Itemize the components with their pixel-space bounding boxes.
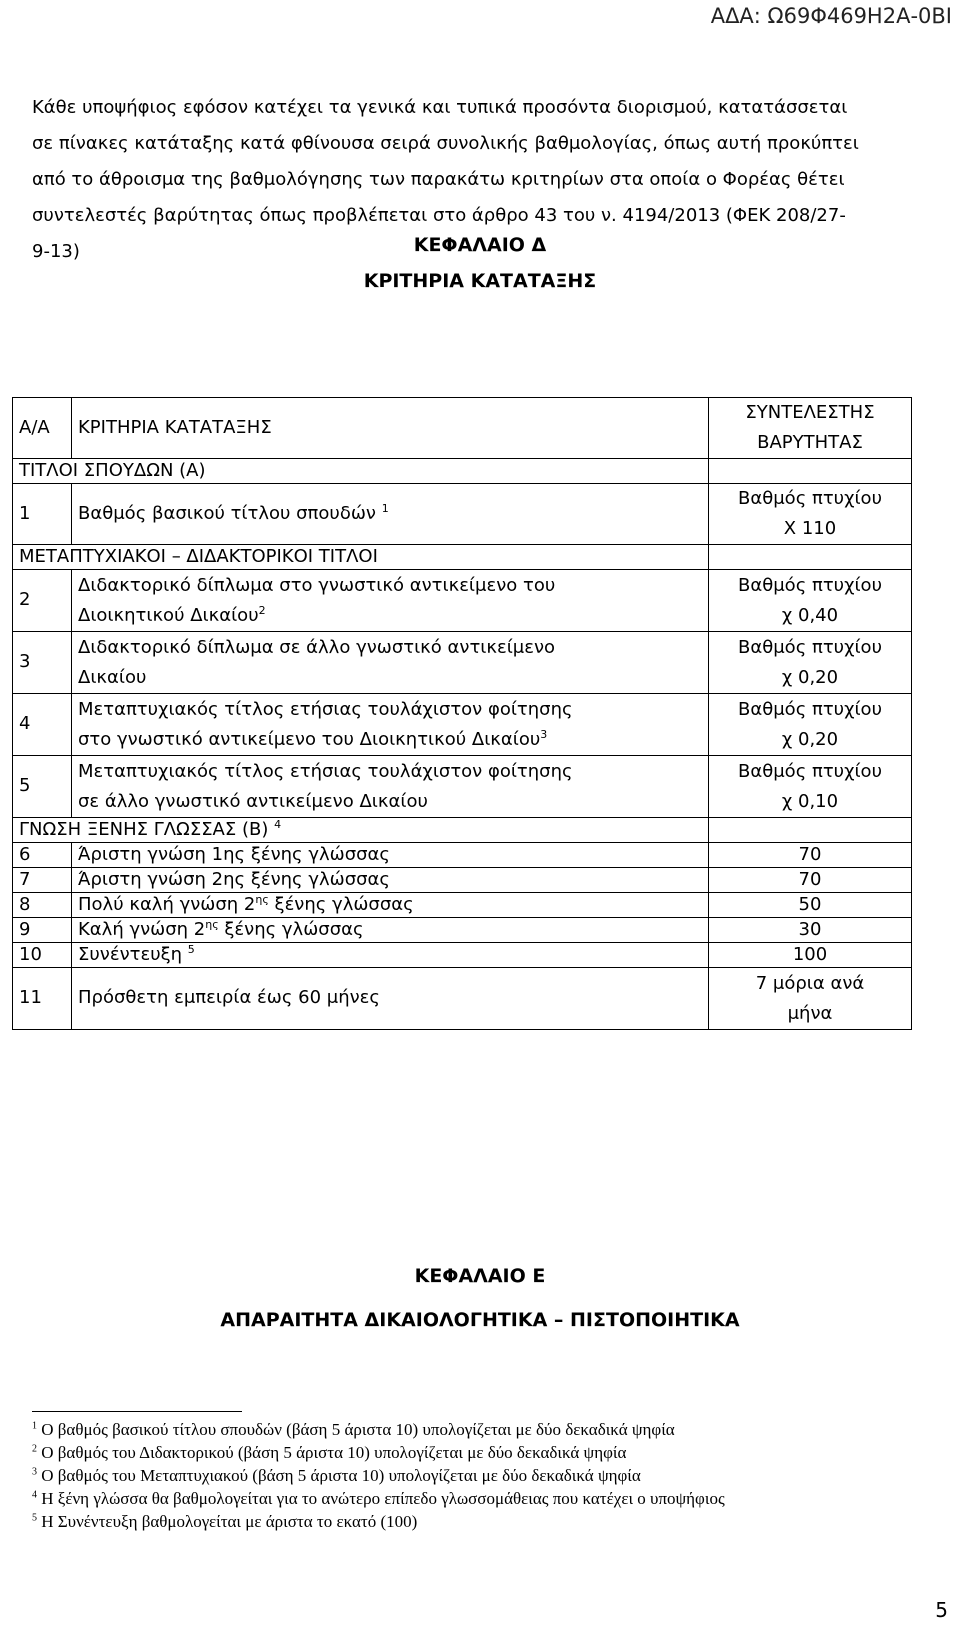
footnote: $^2$ Ο βαθμός του Διδακτορικού (βάση 5 άριστα 10) υπολογίζεται με δύο δεκαδικά ψηφία — [32, 1443, 627, 1462]
chapter-d-subtitle: ΚΡΙΤΗΡΙΑ ΚΑΤΑΤΑΞΗΣ — [363, 270, 597, 292]
row-num: 3 — [13, 632, 72, 694]
row-criterion: Βαθμός βασικού τίτλου σπουδών $^1$ — [72, 484, 709, 545]
intro-line: από το άθροισμα της βαθμολόγησης των παρακάτω κριτηρίων στα οποία ο Φορέας θέτει — [32, 169, 845, 190]
row-num: 6 — [13, 843, 72, 868]
section-row-b — [13, 545, 912, 570]
row-weight: Βαθμός πτυχίου χ 0,20 — [709, 632, 912, 694]
row-criterion: Διδακτορικό δίπλωμα στο γνωστικό αντικείμενο του Διοικητικού Δικαίου$^2$ — [72, 570, 709, 632]
table-row — [13, 570, 912, 632]
table-row — [13, 843, 912, 868]
row-weight: Βαθμός πτυχίου χ 0,10 — [709, 756, 912, 818]
row-num: 9 — [13, 918, 72, 943]
footnote: $^5$ Η Συνέντευξη βαθμολογείται με άριστα το εκατό (100) — [32, 1512, 418, 1531]
chapter-e-title: ΚΕΦΑΛΑΙΟ Ε — [414, 1265, 546, 1287]
section-title: ΓΝΩΣΗ ΞΕΝΗΣ ΓΛΩΣΣΑΣ (Β) $^4$ — [13, 818, 709, 843]
row-num: 2 — [13, 570, 72, 632]
row-weight: Βαθμός πτυχίου χ 0,40 — [709, 570, 912, 632]
page-number: 5 — [935, 1598, 948, 1622]
footnote-separator — [32, 1411, 242, 1412]
footnote: $^1$ Ο βαθμός βασικού τίτλου σπουδών (βάση 5 άριστα 10) υπολογίζεται με δύο δεκαδικά ψηφία — [32, 1420, 675, 1439]
table-row — [13, 632, 912, 694]
intro-paragraph — [32, 90, 932, 270]
row-points: 70 — [709, 843, 912, 868]
row-weight: Βαθμός πτυχίου χ 0,20 — [709, 694, 912, 756]
row-points: 50 — [709, 893, 912, 918]
row-criterion: Μεταπτυχιακός τίτλος ετήσιας τουλάχιστον φοίτησης στο γνωστικό αντικείμενο του Διοικητικού Δικαίου$^3$ — [72, 694, 709, 756]
footnotes — [32, 1418, 912, 1533]
table-row — [13, 968, 912, 1030]
row-criterion: Καλή γνώση $2^{\eta\varsigma}$ ξένης γλώσσας — [72, 918, 709, 943]
header-criterion: ΚΡΙΤΗΡΙΑ ΚΑΤΑΤΑΞΗΣ — [72, 398, 709, 459]
intro-line: σε πίνακες κατάταξης κατά φθίνουσα σειρά συνολικής βαθμολογίας, όπως αυτή προκύπτει — [32, 133, 859, 154]
table-row — [13, 943, 912, 968]
header-weight: ΣΥΝΤΕΛΕΣΤΗΣ ΒΑΡΥΤΗΤΑΣ — [709, 398, 912, 459]
table-header-row — [13, 398, 912, 459]
footnote: $^4$ Η ξένη γλώσσα θα βαθμολογείται για το ανώτερο επίπεδο γλωσσομάθειας που κατέχει ο υποψήφιος — [32, 1489, 725, 1508]
table-row — [13, 484, 912, 545]
intro-line: συντελεστές βαρύτητας όπως προβλέπεται στο άρθρο 43 του ν. 4194/2013 (ΦΕΚ 208/27- — [32, 205, 846, 226]
row-num: 5 — [13, 756, 72, 818]
section-title: ΜΕΤΑΠΤΥΧΙΑΚΟΙ – ΔΙΔΑΚΤΟΡΙΚΟΙ ΤΙΤΛΟΙ — [13, 545, 709, 570]
row-points: 70 — [709, 868, 912, 893]
row-criterion: Άριστη γνώση 1ης ξένης γλώσσας — [72, 843, 709, 868]
chapter-e-subtitle: ΑΠΑΡΑΙΤΗΤΑ ΔΙΚΑΙΟΛΟΓΗΤΙΚΑ – ΠΙΣΤΟΠΟΙΗΤΙΚΑ — [220, 1309, 740, 1331]
row-weight: 7 μόρια ανά μήνα — [709, 968, 912, 1030]
row-num: 7 — [13, 868, 72, 893]
row-num: 4 — [13, 694, 72, 756]
row-criterion: Συνέντευξη $^5$ — [72, 943, 709, 968]
criteria-table — [12, 397, 912, 1030]
table-row — [13, 694, 912, 756]
section-row-c — [13, 818, 912, 843]
row-num: 11 — [13, 968, 72, 1030]
row-num: 8 — [13, 893, 72, 918]
intro-line: 9-13) — [32, 241, 80, 262]
row-criterion: Μεταπτυχιακός τίτλος ετήσιας τουλάχιστον φοίτησης σε άλλο γνωστικό αντικείμενο Δικαίου — [72, 756, 709, 818]
section-title: ΤΙΤΛΟΙ ΣΠΟΥΔΩΝ (Α) — [13, 459, 709, 484]
header-num: Α/Α — [13, 398, 72, 459]
chapter-d-title: ΚΕΦΑΛΑΙΟ Δ — [413, 234, 547, 256]
row-criterion: Πολύ καλή γνώση $2^{\eta\varsigma}$ ξένης γλώσσας — [72, 893, 709, 918]
table-row — [13, 893, 912, 918]
table-row — [13, 918, 912, 943]
section-row-a — [13, 459, 912, 484]
row-points: 100 — [709, 943, 912, 968]
row-points: 30 — [709, 918, 912, 943]
row-criterion: Άριστη γνώση 2ης ξένης γλώσσας — [72, 868, 709, 893]
footnote: $^3$ Ο βαθμός του Μεταπτυχιακού (βάση 5 άριστα 10) υπολογίζεται με δύο δεκαδικά ψηφία — [32, 1466, 641, 1485]
table-row — [13, 756, 912, 818]
row-criterion: Διδακτορικό δίπλωμα σε άλλο γνωστικό αντικείμενο Δικαίου — [72, 632, 709, 694]
row-num: 10 — [13, 943, 72, 968]
row-num: 1 — [13, 484, 72, 545]
intro-line: Κάθε υποψήφιος εφόσον κατέχει τα γενικά και τυπικά προσόντα διορισμού, κατατάσσεται — [32, 97, 848, 118]
ada-code: ΑΔΑ: Ω69Φ469Η2Α-0ΒΙ — [710, 4, 952, 28]
row-criterion: Πρόσθετη εμπειρία έως 60 μήνες — [72, 968, 709, 1030]
row-weight: Βαθμός πτυχίου Χ 110 — [709, 484, 912, 545]
table-row — [13, 868, 912, 893]
